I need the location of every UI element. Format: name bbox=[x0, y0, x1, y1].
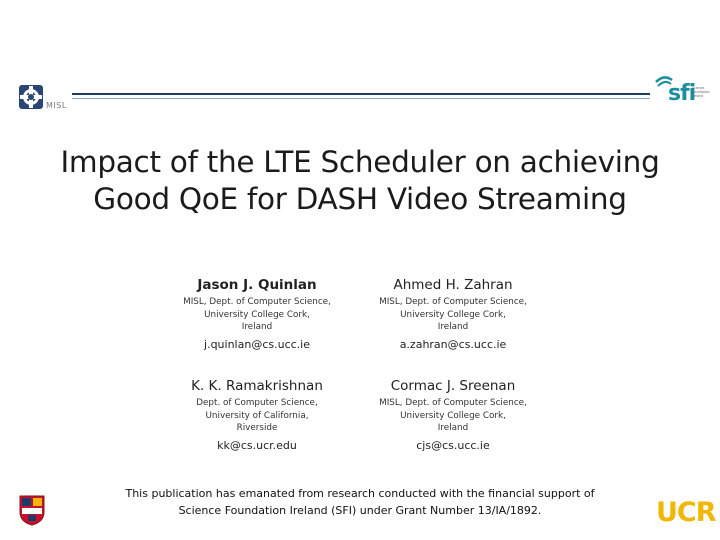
author-affiliation: MISL, Dept. of Computer Science, bbox=[379, 297, 527, 307]
misl-label: MISL bbox=[46, 101, 67, 110]
ucc-crest-icon bbox=[18, 494, 46, 526]
misl-logo-icon bbox=[18, 84, 44, 110]
author-block bbox=[353, 377, 553, 453]
author-name: K. K. Ramakrishnan bbox=[191, 378, 323, 394]
author-email: j.quinlan@cs.ucc.ie bbox=[204, 337, 310, 351]
paper-title bbox=[0, 144, 720, 218]
header-rule-thin bbox=[72, 98, 650, 99]
ucr-logo: UCR bbox=[656, 497, 716, 528]
sfi-logo: sfi bbox=[668, 81, 696, 106]
title-line-2: Good QoE for DASH Video Streaming bbox=[93, 182, 627, 216]
author-email: kk@cs.ucr.edu bbox=[217, 438, 297, 452]
author-name: Ahmed H. Zahran bbox=[393, 277, 513, 293]
author-email: cjs@cs.ucc.ie bbox=[416, 438, 490, 452]
footer-line-2: Science Foundation Ireland (SFI) under Grant Number 13/IA/1892. bbox=[178, 504, 542, 517]
author-affiliation: Ireland bbox=[241, 322, 273, 332]
author-block bbox=[157, 377, 357, 453]
author-affiliation: MISL, Dept. of Computer Science, bbox=[183, 297, 331, 307]
author-affiliation: University College Cork, bbox=[400, 410, 506, 421]
author-affiliation: MISL, Dept. of Computer Science, bbox=[379, 398, 527, 408]
header-rule bbox=[72, 93, 650, 95]
funding-acknowledgement bbox=[0, 485, 720, 519]
author-email: a.zahran@cs.ucc.ie bbox=[399, 337, 507, 351]
author-affiliation: Ireland bbox=[437, 322, 469, 332]
author-affiliation: University of California, bbox=[205, 410, 309, 421]
title-line-1: Impact of the LTE Scheduler on achieving bbox=[60, 145, 660, 179]
footer-line-1: This publication has emanated from research conducted with the financial support of bbox=[125, 487, 595, 500]
author-affiliation: Riverside bbox=[236, 423, 278, 433]
author-affiliation: University College Cork, bbox=[204, 309, 310, 320]
author-block bbox=[353, 276, 553, 352]
author-name: Cormac J. Sreenan bbox=[390, 378, 516, 394]
sfi-subtitle: Science Foundation Ireland bbox=[692, 86, 710, 98]
author-affiliation: Ireland bbox=[437, 423, 469, 433]
author-affiliation: University College Cork, bbox=[400, 309, 506, 320]
author-affiliation: Dept. of Computer Science, bbox=[196, 398, 318, 408]
author-block bbox=[157, 276, 357, 352]
author-name: Jason J. Quinlan bbox=[197, 277, 317, 293]
